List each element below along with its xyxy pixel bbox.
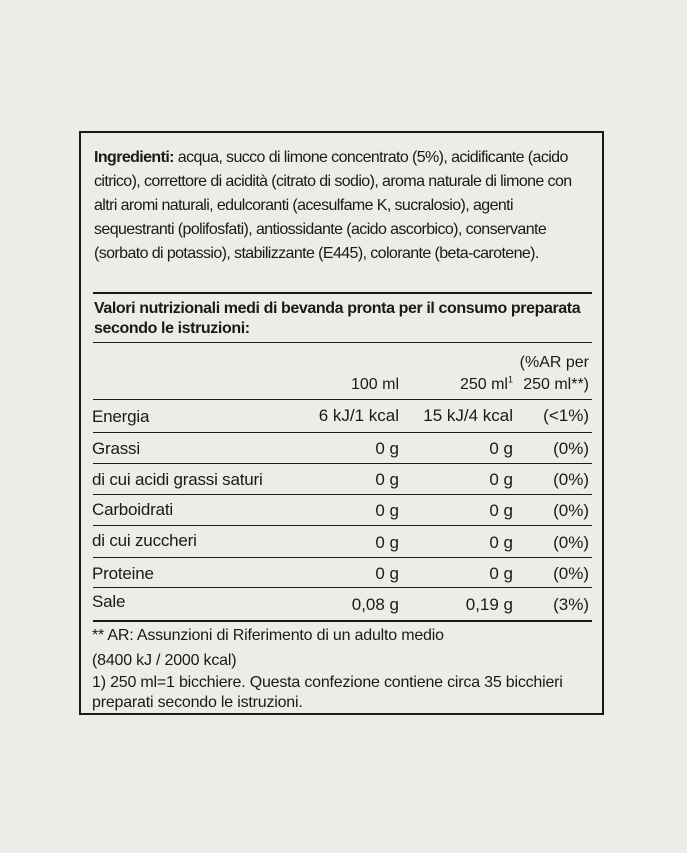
cell-100ml: 0 g <box>375 439 399 458</box>
divider <box>93 399 592 400</box>
ingredients-label: Ingredienti: <box>94 149 174 166</box>
cell-ar: (0%) <box>553 533 589 552</box>
divider <box>93 463 592 464</box>
header-100ml: 100 ml <box>350 376 399 393</box>
cell-250ml: 15 kJ/4 kcal <box>423 406 513 425</box>
cell-100ml: 0 g <box>375 533 399 552</box>
cell-250ml: 0 g <box>489 564 513 583</box>
row-label-sale: Sale <box>92 592 126 611</box>
nutrition-label <box>79 131 604 715</box>
divider <box>93 292 592 294</box>
cell-250ml: 0 g <box>489 533 513 552</box>
row-label-saturi: di cui acidi grassi saturi <box>92 470 263 489</box>
cell-ar: (0%) <box>553 564 589 583</box>
ingredients-text <box>94 146 594 266</box>
row-label-carboidrati: Carboidrati <box>92 500 173 519</box>
divider <box>93 525 592 526</box>
nutrition-title: Valori nutrizionali medi di bevanda pronta per il consumo preparata secondo le istruzioni: <box>94 300 581 337</box>
divider <box>93 620 592 622</box>
cell-100ml: 0 g <box>375 501 399 520</box>
row-label-proteine: Proteine <box>92 564 154 583</box>
header-ar-line2: 250 ml**) <box>523 376 589 393</box>
divider <box>93 494 592 495</box>
cell-250ml: 0,19 g <box>465 595 513 614</box>
serving-footnote: 1) 250 ml=1 bicchiere. Questa confezione contiene circa 35 bicchieri preparati secondo le istruzioni. <box>92 674 563 711</box>
cell-ar: (<1%) <box>543 406 589 425</box>
cell-ar: (0%) <box>553 439 589 458</box>
cell-250ml: 0 g <box>489 501 513 520</box>
cell-ar: (3%) <box>553 595 589 614</box>
row-label-grassi: Grassi <box>92 439 140 458</box>
cell-100ml: 0,08 g <box>351 595 399 614</box>
cell-ar: (0%) <box>553 470 589 489</box>
divider <box>93 557 592 558</box>
ingredients-list: acqua, succo di limone concentrato (5%), acidificante (acido citrico), correttore di acidità (citrato di sodio), aroma naturale di limone con altri aromi naturali, edulcoranti (acesulfame K, sucralosio), agenti sequestranti (polifosfati), antiossidante (acido ascorbico), conservante (sorbato di potassio), stabilizzante (E445), colorante (beta-carotene). <box>94 149 572 262</box>
ar-footnote-line2: (8400 kJ / 2000 kcal) <box>92 652 237 669</box>
cell-100ml: 6 kJ/1 kcal <box>318 406 399 425</box>
divider <box>93 587 592 588</box>
divider <box>93 432 592 433</box>
cell-250ml: 0 g <box>489 439 513 458</box>
cell-ar: (0%) <box>553 501 589 520</box>
cell-250ml: 0 g <box>489 470 513 489</box>
ar-footnote-line1: ** AR: Assunzioni di Riferimento di un adulto medio <box>92 627 444 644</box>
row-label-energia: Energia <box>92 407 150 426</box>
cell-100ml: 0 g <box>375 564 399 583</box>
cell-100ml: 0 g <box>375 470 399 489</box>
header-250ml: 250 $ml^1$ <box>459 374 513 393</box>
divider <box>93 342 592 343</box>
header-ar-line1: (%AR per <box>519 354 589 371</box>
row-label-zuccheri: di cui zuccheri <box>92 531 197 550</box>
